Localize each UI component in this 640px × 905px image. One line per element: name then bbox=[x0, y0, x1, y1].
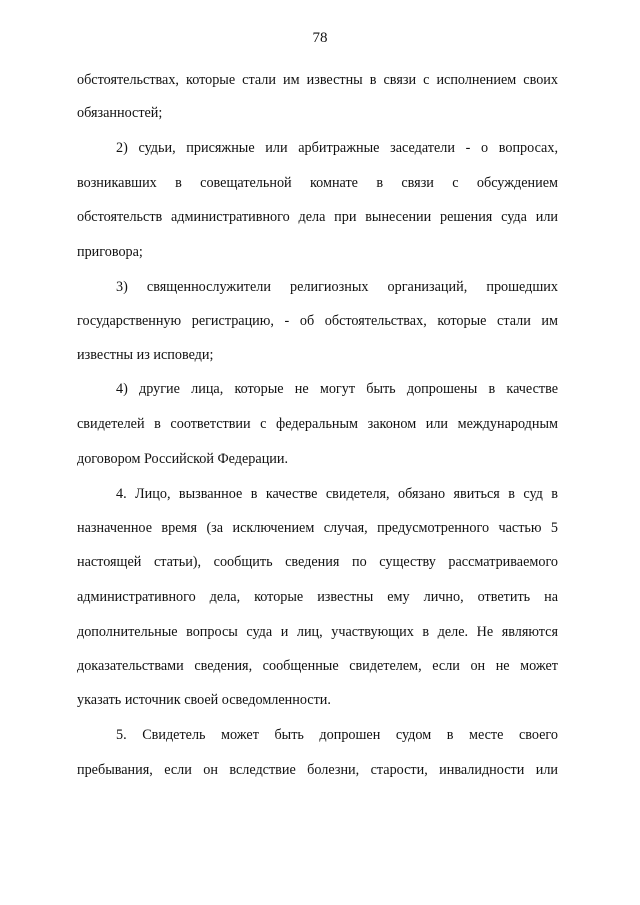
text-line: пребывания, если он вследствие болезни, старости, инвалидности или bbox=[77, 762, 558, 778]
text-line: обязанностей; bbox=[77, 105, 163, 121]
text-line: известны из исповеди; bbox=[77, 347, 214, 363]
text-line: дополнительные вопросы суда и лиц, участвующих в деле. Не являются bbox=[77, 624, 558, 640]
text-line: возникавших в совещательной комнате в связи с обсуждением bbox=[77, 175, 558, 191]
text-line: 3) священнослужители религиозных организаций, прошедших bbox=[116, 279, 558, 295]
text-line: обстоятельствах, которые стали им известны в связи с исполнением своих bbox=[77, 72, 558, 88]
text-line: доказательствами сведения, сообщенные свидетелем, если он не может bbox=[77, 658, 558, 674]
text-line: свидетелей в соответствии с федеральным законом или международным bbox=[77, 416, 558, 432]
text-line: государственную регистрацию, - об обстоятельствах, которые стали им bbox=[77, 313, 558, 329]
text-line: 2) судьи, присяжные или арбитражные заседатели - о вопросах, bbox=[116, 140, 558, 156]
text-line: 4. Лицо, вызванное в качестве свидетеля, обязано явиться в суд в bbox=[116, 486, 558, 502]
text-line: 4) другие лица, которые не могут быть допрошены в качестве bbox=[116, 381, 558, 397]
text-line: административного дела, которые известны ему лично, ответить на bbox=[77, 589, 558, 605]
page-number: 78 bbox=[312, 30, 328, 46]
text-line: назначенное время (за исключением случая, предусмотренного частью 5 bbox=[77, 520, 558, 536]
text-line: 5. Свидетель может быть допрошен судом в месте своего bbox=[116, 727, 558, 743]
text-line: указать источник своей осведомленности. bbox=[77, 692, 331, 708]
text-line: договором Российской Федерации. bbox=[77, 451, 289, 467]
text-line: обстоятельств административного дела при вынесении решения суда или bbox=[77, 209, 558, 225]
text-line: настоящей статьи), сообщить сведения по существу рассматриваемого bbox=[77, 554, 558, 570]
text-line: приговора; bbox=[77, 244, 143, 260]
